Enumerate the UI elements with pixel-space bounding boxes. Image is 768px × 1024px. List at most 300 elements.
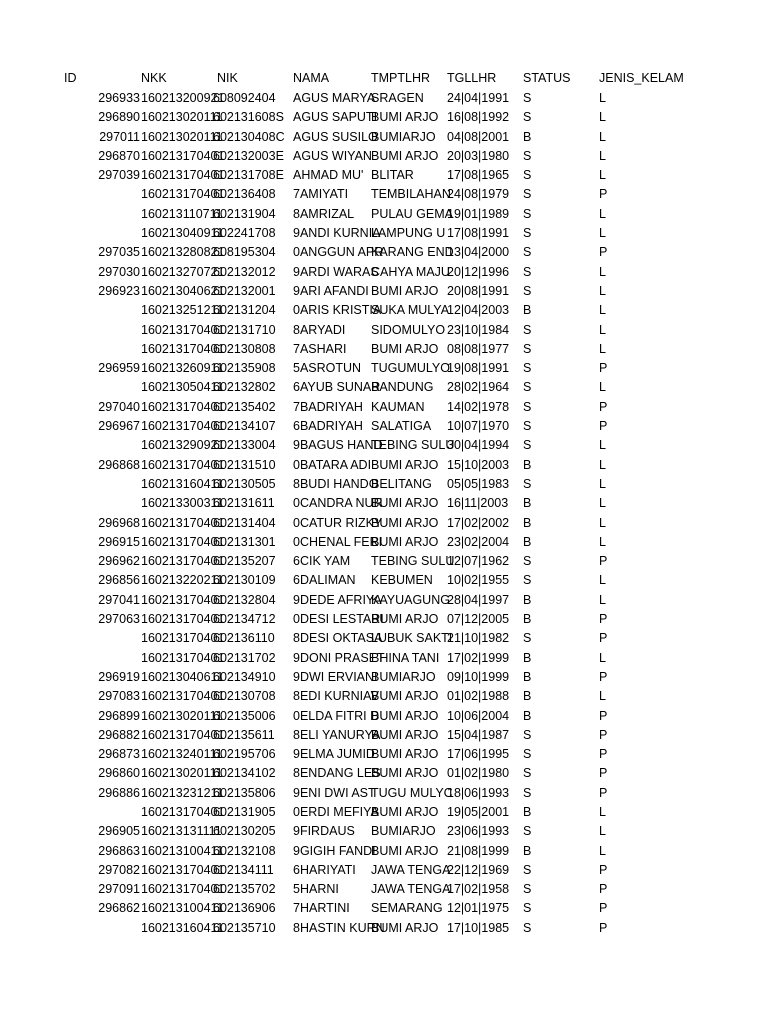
table-row bbox=[0, 745, 768, 764]
cell-jenis-kelamin: P bbox=[599, 708, 608, 723]
cell-jenis-kelamin: L bbox=[599, 592, 606, 607]
cell-nama: 0ANGGUN APR bbox=[293, 245, 384, 260]
cell-tmptlhr: JAWA TENGA bbox=[371, 882, 451, 897]
cell-status: S bbox=[523, 168, 532, 183]
cell-nkk: 160213170401 bbox=[141, 419, 225, 434]
table-row bbox=[0, 842, 768, 861]
cell-id: 296905 bbox=[98, 824, 140, 839]
cell-tmptlhr: PULAU GEMA bbox=[371, 206, 453, 221]
cell-tmptlhr: BUMI ARJO bbox=[371, 689, 439, 704]
cell-tmptlhr: LAMPUNG U bbox=[371, 226, 446, 241]
table-row bbox=[0, 417, 768, 436]
cell-tmptlhr: BUMI ARJO bbox=[371, 747, 439, 762]
cell-nik: 602135611 bbox=[213, 727, 275, 742]
table-row bbox=[0, 321, 768, 340]
cell-tmptlhr: BHINA TANI bbox=[371, 650, 440, 665]
cell-nkk: 160213110711 bbox=[141, 206, 223, 221]
cell-status: B bbox=[523, 129, 532, 144]
cell-nkk: 160213170401 bbox=[141, 187, 225, 202]
cell-id: 296933 bbox=[98, 91, 140, 105]
cell-nik: 602132108 bbox=[213, 843, 276, 858]
cell-nama: 0ELDA FITRI D bbox=[293, 708, 380, 723]
cell-status: B bbox=[523, 669, 532, 684]
cell-tgllhr: 24|04|1991 bbox=[447, 91, 510, 105]
cell-nik: 602130708 bbox=[213, 689, 276, 704]
cell-nkk: 160213300311 bbox=[141, 496, 224, 511]
table-row bbox=[0, 514, 768, 533]
cell-nama: 5ASROTUN bbox=[293, 361, 362, 376]
cell-nkk: 160213100411 bbox=[141, 901, 224, 916]
cell-nik: 602131510 bbox=[213, 457, 276, 472]
header-tgllhr: TGLLHR bbox=[447, 71, 497, 85]
cell-id: 297082 bbox=[98, 862, 140, 877]
cell-nkk: 160213290921 bbox=[141, 438, 225, 453]
cell-status: S bbox=[523, 110, 532, 125]
cell-nama: 6CIK YAM bbox=[293, 554, 351, 569]
table-row bbox=[0, 591, 768, 610]
cell-tgllhr: 23|02|2004 bbox=[447, 534, 510, 549]
table-row bbox=[0, 707, 768, 726]
cell-nik: 602241708 bbox=[213, 226, 276, 241]
cell-nkk: 160213170401 bbox=[141, 689, 225, 704]
cell-tgllhr: 05|05|1983 bbox=[447, 476, 510, 491]
table-row bbox=[0, 263, 768, 282]
cell-tgllhr: 22|12|1969 bbox=[447, 862, 510, 877]
cell-id: 297091 bbox=[98, 882, 140, 897]
cell-tmptlhr: BUMI ARJO bbox=[371, 766, 439, 781]
cell-nama: 8DESI OKTASA bbox=[293, 631, 383, 646]
cell-status: S bbox=[523, 341, 532, 356]
cell-tmptlhr: BUMI ARJO bbox=[371, 843, 439, 858]
cell-jenis-kelamin: L bbox=[599, 129, 606, 144]
cell-nkk: 160213170401 bbox=[141, 148, 225, 163]
cell-jenis-kelamin: P bbox=[599, 245, 608, 260]
cell-tmptlhr: BLITAR bbox=[371, 168, 414, 183]
cell-nama: 8ARYADI bbox=[293, 322, 346, 337]
header-nik: NIK bbox=[217, 71, 238, 85]
cell-jenis-kelamin: P bbox=[599, 669, 608, 684]
cell-tmptlhr: KEBUMEN bbox=[371, 573, 433, 588]
cell-tmptlhr: JAWA TENGA bbox=[371, 862, 451, 877]
cell-nkk: 160213170401 bbox=[141, 515, 225, 530]
cell-nik: 602136408 bbox=[213, 187, 276, 202]
cell-nkk: 160213270721 bbox=[141, 264, 225, 279]
cell-tmptlhr: KARANG END bbox=[371, 245, 454, 260]
cell-nama: 9BAGUS HAND bbox=[293, 438, 383, 453]
cell-jenis-kelamin: L bbox=[599, 206, 606, 221]
cell-jenis-kelamin: P bbox=[599, 747, 608, 762]
cell-nkk: 160213020111 bbox=[141, 129, 223, 144]
cell-nik: 602135702 bbox=[213, 882, 276, 897]
cell-tgllhr: 17|02|1999 bbox=[447, 650, 510, 665]
cell-nkk: 160213240111 bbox=[141, 747, 223, 762]
cell-tmptlhr: TEBING SULU bbox=[371, 438, 455, 453]
cell-nik: 602131708E bbox=[213, 168, 284, 183]
cell-jenis-kelamin: L bbox=[599, 457, 606, 472]
cell-tgllhr: 19|01|1989 bbox=[447, 206, 510, 221]
cell-status: S bbox=[523, 399, 532, 414]
table-row bbox=[0, 861, 768, 880]
cell-jenis-kelamin: L bbox=[599, 91, 606, 105]
cell-nama: 6BADRIYAH bbox=[293, 419, 363, 434]
cell-status: S bbox=[523, 901, 532, 916]
cell-tmptlhr: SEMARANG bbox=[371, 901, 443, 916]
cell-status: B bbox=[523, 515, 532, 530]
cell-nik: 602132003E bbox=[213, 148, 284, 163]
table-row bbox=[0, 108, 768, 127]
cell-tgllhr: 21|10|1982 bbox=[447, 631, 510, 646]
cell-nama: 0CHENAL FERI bbox=[293, 534, 383, 549]
cell-tmptlhr: BUMI ARJO bbox=[371, 110, 439, 125]
table-row bbox=[0, 205, 768, 224]
cell-jenis-kelamin: L bbox=[599, 168, 606, 183]
cell-tmptlhr: KAYUAGUNG bbox=[371, 592, 450, 607]
cell-nik: 602130808 bbox=[213, 341, 276, 356]
cell-tgllhr: 23|06|1993 bbox=[447, 824, 510, 839]
table-row bbox=[0, 378, 768, 397]
cell-nik: 602130505 bbox=[213, 476, 276, 491]
table-row bbox=[0, 185, 768, 204]
cell-nik: 602134910 bbox=[213, 669, 276, 684]
cell-tgllhr: 10|02|1955 bbox=[447, 573, 510, 588]
cell-tgllhr: 17|06|1995 bbox=[447, 747, 510, 762]
cell-nkk: 160213170401 bbox=[141, 457, 225, 472]
cell-tgllhr: 12|07|1962 bbox=[447, 554, 510, 569]
cell-nik: 602131608S bbox=[213, 110, 284, 125]
cell-id: 296856 bbox=[98, 573, 140, 588]
cell-nik: 602132001 bbox=[213, 283, 276, 298]
cell-nama: 0ARIS KRISTIA bbox=[293, 303, 382, 318]
cell-id: 296919 bbox=[98, 669, 140, 684]
cell-jenis-kelamin: L bbox=[599, 226, 606, 241]
table-row bbox=[0, 456, 768, 475]
table-row bbox=[0, 629, 768, 648]
cell-id: 296870 bbox=[98, 148, 140, 163]
cell-tmptlhr: BUMI ARJO bbox=[371, 920, 439, 935]
cell-nama: 7BADRIYAH bbox=[293, 399, 363, 414]
cell-jenis-kelamin: L bbox=[599, 110, 606, 125]
table-row bbox=[0, 494, 768, 513]
table-row bbox=[0, 89, 768, 108]
header-id: ID bbox=[64, 71, 77, 85]
cell-id: 296915 bbox=[98, 534, 140, 549]
cell-jenis-kelamin: L bbox=[599, 148, 606, 163]
cell-nik: 602134102 bbox=[213, 766, 276, 781]
table-row bbox=[0, 359, 768, 378]
header-jenis-kelamin: JENIS_KELAM bbox=[599, 71, 684, 85]
cell-id: 296868 bbox=[98, 457, 140, 472]
cell-jenis-kelamin: L bbox=[599, 380, 606, 395]
cell-jenis-kelamin: P bbox=[599, 187, 608, 202]
table-row bbox=[0, 243, 768, 262]
cell-nkk: 160213170401 bbox=[141, 882, 225, 897]
cell-nik: 602135402 bbox=[213, 399, 276, 414]
cell-status: S bbox=[523, 245, 532, 260]
cell-status: S bbox=[523, 322, 532, 337]
cell-nik: 602134712 bbox=[213, 612, 276, 627]
table-body bbox=[0, 89, 768, 938]
cell-tgllhr: 10|06|2004 bbox=[447, 708, 510, 723]
cell-tmptlhr: BUMI ARJO bbox=[371, 515, 439, 530]
cell-tgllhr: 20|08|1991 bbox=[447, 283, 510, 298]
cell-status: S bbox=[523, 920, 532, 935]
cell-tgllhr: 09|10|1999 bbox=[447, 669, 510, 684]
cell-jenis-kelamin: L bbox=[599, 438, 606, 453]
cell-nik: 602136110 bbox=[213, 631, 275, 646]
cell-nama: 9DEDE AFRIYA bbox=[293, 592, 382, 607]
cell-nama: 0DESI LESTARI bbox=[293, 612, 384, 627]
cell-id: 297083 bbox=[98, 689, 140, 704]
cell-nama: 8HASTIN KURN bbox=[293, 920, 385, 935]
cell-tmptlhr: BUMI ARJO bbox=[371, 804, 439, 819]
cell-tgllhr: 17|02|1958 bbox=[447, 882, 510, 897]
cell-nik: 602132804 bbox=[213, 592, 276, 607]
spreadsheet bbox=[0, 70, 768, 938]
cell-tmptlhr: SUKA MULYA bbox=[371, 303, 450, 318]
cell-tgllhr: 20|12|1996 bbox=[447, 264, 510, 279]
cell-nik: 602131404 bbox=[213, 515, 276, 530]
cell-jenis-kelamin: L bbox=[599, 322, 606, 337]
cell-nkk: 160213170401 bbox=[141, 804, 225, 819]
cell-nkk: 160213160411 bbox=[141, 920, 224, 935]
cell-tgllhr: 10|07|1970 bbox=[447, 419, 510, 434]
cell-id: 297011 bbox=[99, 129, 140, 144]
cell-nik: 602135207 bbox=[213, 554, 276, 569]
cell-tmptlhr: SALATIGA bbox=[371, 419, 432, 434]
cell-status: B bbox=[523, 592, 532, 607]
table-row bbox=[0, 282, 768, 301]
cell-tgllhr: 17|10|1985 bbox=[447, 920, 510, 935]
cell-status: S bbox=[523, 554, 532, 569]
cell-tgllhr: 17|02|2002 bbox=[447, 515, 510, 530]
cell-nik: 602135006 bbox=[213, 708, 276, 723]
cell-nik: 602135806 bbox=[213, 785, 276, 800]
cell-jenis-kelamin: P bbox=[599, 361, 608, 376]
cell-nama: AGUS SAPUTI bbox=[293, 110, 378, 125]
cell-status: B bbox=[523, 650, 532, 665]
cell-tgllhr: 16|11|2003 bbox=[447, 496, 509, 511]
cell-nkk: 160213170401 bbox=[141, 631, 225, 646]
cell-status: S bbox=[523, 264, 532, 279]
cell-nik: 602135908 bbox=[213, 361, 276, 376]
cell-nkk: 160213170401 bbox=[141, 168, 225, 183]
cell-status: B bbox=[523, 534, 532, 549]
cell-id: 296968 bbox=[98, 515, 140, 530]
header-nama: NAMA bbox=[293, 71, 330, 85]
cell-status: S bbox=[523, 419, 532, 434]
table-row bbox=[0, 764, 768, 783]
cell-nkk: 160213020111 bbox=[141, 110, 223, 125]
table-row bbox=[0, 610, 768, 629]
cell-nik: 602131710 bbox=[213, 322, 276, 337]
cell-nkk: 160213231211 bbox=[141, 785, 224, 800]
cell-nkk: 160213170401 bbox=[141, 322, 225, 337]
cell-status: S bbox=[523, 747, 532, 762]
cell-nama: 6AYUB SUNAR bbox=[293, 380, 381, 395]
cell-nik: 602135710 bbox=[213, 920, 276, 935]
cell-nama: 5HARNI bbox=[293, 882, 339, 897]
cell-tgllhr: 14|02|1978 bbox=[447, 399, 510, 414]
cell-nkk: 160213170401 bbox=[141, 554, 225, 569]
cell-tgllhr: 20|03|1980 bbox=[447, 148, 510, 163]
cell-id: 296882 bbox=[98, 727, 140, 742]
cell-nik: 608195304 bbox=[213, 245, 276, 260]
cell-nkk: 160213040611 bbox=[141, 669, 224, 684]
cell-nkk: 160213131111 bbox=[141, 824, 222, 839]
cell-nik: 602130109 bbox=[213, 573, 276, 588]
cell-jenis-kelamin: L bbox=[599, 283, 606, 298]
cell-status: S bbox=[523, 187, 532, 202]
cell-nama: 9GIGIH FANDI bbox=[293, 843, 376, 858]
cell-nik: 602132802 bbox=[213, 380, 276, 395]
cell-tgllhr: 04|08|2001 bbox=[447, 129, 510, 144]
cell-tmptlhr: SRAGEN bbox=[371, 91, 424, 105]
cell-jenis-kelamin: L bbox=[599, 689, 606, 704]
cell-tmptlhr: TEMBILAHAN bbox=[371, 187, 451, 202]
cell-id: 297035 bbox=[98, 245, 140, 260]
cell-nama: 7HARTINI bbox=[293, 901, 350, 916]
table-row bbox=[0, 668, 768, 687]
cell-status: S bbox=[523, 785, 532, 800]
cell-jenis-kelamin: P bbox=[599, 612, 608, 627]
cell-status: B bbox=[523, 496, 532, 511]
cell-id: 296959 bbox=[98, 361, 140, 376]
cell-nama: 6HARIYATI bbox=[293, 862, 356, 877]
cell-jenis-kelamin: P bbox=[599, 419, 608, 434]
header-nkk: NKK bbox=[141, 71, 167, 85]
cell-tmptlhr: KAUMAN bbox=[371, 399, 425, 414]
table-row bbox=[0, 224, 768, 243]
cell-status: S bbox=[523, 283, 532, 298]
cell-tgllhr: 01|02|1980 bbox=[447, 766, 510, 781]
cell-nik: 602134107 bbox=[213, 419, 276, 434]
table-row bbox=[0, 919, 768, 938]
cell-id: 297041 bbox=[98, 592, 140, 607]
cell-tgllhr: 24|08|1979 bbox=[447, 187, 510, 202]
cell-nama: 8AMRIZAL bbox=[293, 206, 355, 221]
cell-status: S bbox=[523, 206, 532, 221]
cell-status: S bbox=[523, 727, 532, 742]
cell-tmptlhr: BUMI ARJO bbox=[371, 283, 439, 298]
table-row bbox=[0, 803, 768, 822]
cell-status: S bbox=[523, 882, 532, 897]
cell-tgllhr: 07|12|2005 bbox=[447, 612, 510, 627]
header-tmptlhr: TMPTLHR bbox=[371, 71, 431, 85]
cell-nama: AGUS SUSILO bbox=[293, 129, 378, 144]
cell-jenis-kelamin: L bbox=[599, 534, 606, 549]
cell-status: B bbox=[523, 612, 532, 627]
cell-nik: 602132012 bbox=[213, 264, 276, 279]
cell-tgllhr: 01|02|1988 bbox=[447, 689, 510, 704]
cell-jenis-kelamin: L bbox=[599, 515, 606, 530]
table-row bbox=[0, 436, 768, 455]
cell-status: B bbox=[523, 303, 532, 318]
table-row bbox=[0, 128, 768, 147]
cell-status: B bbox=[523, 457, 532, 472]
cell-nama: AHMAD MU' bbox=[293, 168, 364, 183]
table-row bbox=[0, 726, 768, 745]
cell-nama: 9ELMA JUMID bbox=[293, 747, 375, 762]
cell-tgllhr: 16|08|1992 bbox=[447, 110, 510, 125]
cell-jenis-kelamin: L bbox=[599, 264, 606, 279]
table-row bbox=[0, 784, 768, 803]
cell-id: 296860 bbox=[98, 766, 140, 781]
cell-nkk: 160213170401 bbox=[141, 862, 225, 877]
cell-nik: 602131904 bbox=[213, 206, 276, 221]
cell-tgllhr: 19|05|2001 bbox=[447, 804, 510, 819]
cell-id: 297063 bbox=[98, 612, 140, 627]
cell-tgllhr: 17|08|1991 bbox=[447, 226, 510, 241]
table-row bbox=[0, 340, 768, 359]
cell-nama: 8BUDI HANDO bbox=[293, 476, 379, 491]
cell-nkk: 160213040621 bbox=[141, 283, 225, 298]
cell-nama: 6DALIMAN bbox=[293, 573, 356, 588]
cell-id: 297039 bbox=[98, 168, 140, 183]
cell-tmptlhr: BANDUNG bbox=[371, 380, 434, 395]
cell-nama: 7ASHARI bbox=[293, 341, 347, 356]
cell-nama: 9ARDI WARAS bbox=[293, 264, 379, 279]
table-row bbox=[0, 398, 768, 417]
cell-id: 296967 bbox=[98, 419, 140, 434]
cell-id: 296863 bbox=[98, 843, 140, 858]
cell-tmptlhr: BUMI ARJO bbox=[371, 457, 439, 472]
cell-status: S bbox=[523, 766, 532, 781]
table-row bbox=[0, 649, 768, 668]
cell-tgllhr: 23|10|1984 bbox=[447, 322, 510, 337]
cell-jenis-kelamin: P bbox=[599, 920, 608, 935]
table-row bbox=[0, 166, 768, 185]
cell-jenis-kelamin: P bbox=[599, 766, 608, 781]
cell-tmptlhr: BUMI ARJO bbox=[371, 496, 439, 511]
cell-tgllhr: 12|04|2003 bbox=[447, 303, 510, 318]
cell-nama: 9ARI AFANDI bbox=[293, 283, 369, 298]
cell-tgllhr: 28|04|1997 bbox=[447, 592, 510, 607]
cell-tgllhr: 08|08|1977 bbox=[447, 341, 510, 356]
cell-nkk: 160213260911 bbox=[141, 361, 224, 376]
table-row bbox=[0, 533, 768, 552]
header-row bbox=[0, 70, 768, 87]
cell-nkk: 160213170401 bbox=[141, 399, 225, 414]
cell-id: 297040 bbox=[98, 399, 140, 414]
cell-nik: 602134111 bbox=[213, 862, 274, 877]
cell-tmptlhr: TEBING SULU bbox=[371, 554, 455, 569]
cell-jenis-kelamin: P bbox=[599, 785, 608, 800]
cell-nkk: 160213160411 bbox=[141, 476, 224, 491]
cell-status: S bbox=[523, 862, 532, 877]
cell-nik: 602131204 bbox=[213, 303, 276, 318]
cell-nama: 8EDI KURNIAV bbox=[293, 689, 379, 704]
table-row bbox=[0, 475, 768, 494]
cell-jenis-kelamin: L bbox=[599, 476, 606, 491]
cell-nama: 7AMIYATI bbox=[293, 187, 349, 202]
cell-nik: 602131905 bbox=[213, 804, 276, 819]
cell-tgllhr: 13|04|2000 bbox=[447, 245, 510, 260]
cell-id: 296962 bbox=[98, 554, 140, 569]
cell-nik: 602130205 bbox=[213, 824, 276, 839]
cell-tmptlhr: TUGUMULYO bbox=[371, 361, 450, 376]
table-row bbox=[0, 571, 768, 590]
cell-nik: 602133004 bbox=[213, 438, 276, 453]
cell-tmptlhr: TUGU MULYC bbox=[371, 785, 453, 800]
cell-nik: 608092404 bbox=[213, 91, 276, 105]
cell-tmptlhr: BUMI ARJO bbox=[371, 148, 439, 163]
cell-nama: AGUS WIYAN bbox=[293, 148, 372, 163]
cell-id: 296899 bbox=[98, 708, 140, 723]
cell-jenis-kelamin: L bbox=[599, 650, 606, 665]
cell-nik: 602130408C bbox=[213, 129, 285, 144]
cell-nkk: 160213020111 bbox=[141, 708, 223, 723]
cell-nkk: 160213020111 bbox=[141, 766, 223, 781]
